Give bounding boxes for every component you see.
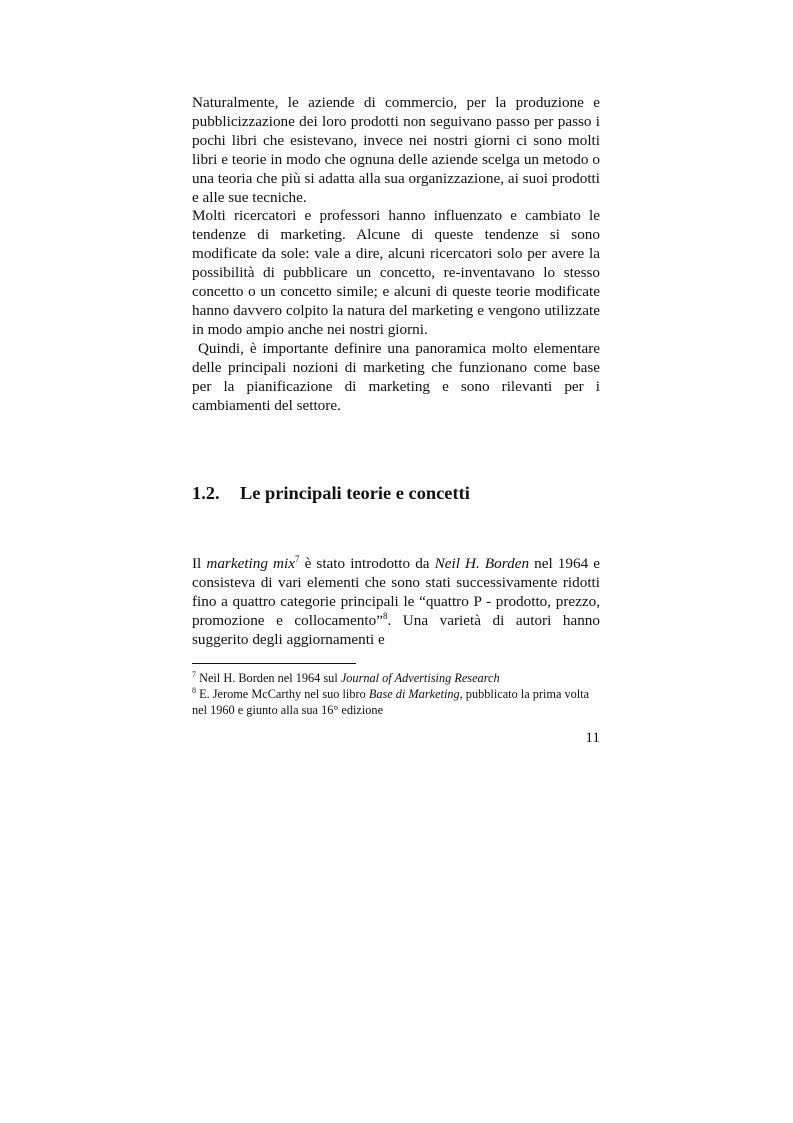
footnote-ref-7[interactable]: 7 (294, 554, 300, 564)
body-text-bottom (192, 555, 600, 650)
paragraph-aziende: Naturalmente, le aziende di commercio, per la produzione e pubblicizzazione dei loro prodotti non seguivano passo per passo i pochi libri che esistevano, invece nei nostri giorni ci sono molti libri e teorie in modo che ognuna delle aziende scelga un metodo o una teoria che più si adatta alla sua organizzazione, ai suoi prodotti e alle sue tecniche. (192, 94, 600, 206)
author-name: Neil H. Borden (434, 555, 530, 572)
journal-title: Journal of Advertising Research (340, 671, 500, 685)
text-run: . Una varietà di autori hanno suggerito degli aggiornamenti e (192, 611, 600, 648)
paragraph-marketing-mix (192, 555, 600, 650)
text-run: Il (192, 555, 207, 572)
footnote-text: Neil H. Borden nel 1964 sul (196, 671, 341, 685)
body-text-top (192, 94, 604, 415)
section-title: Le principali teorie e concetti (240, 483, 470, 503)
footnote-8 (192, 686, 592, 718)
text-run: nel 1964 e consisteva di vari elementi che sono stati successivamente ridotti fino a quattro categorie principali le “quattro P - prodotto, prezzo, promozione e collocamento” (192, 555, 600, 629)
section-heading (192, 483, 470, 504)
footnote-text: E. Jerome McCarthy nel suo libro (196, 687, 369, 701)
book-title: Base di Marketing, (368, 687, 463, 701)
footnote-7 (192, 670, 592, 686)
paragraph-quindi: Quindi, è importante definire una panoramica molto elementare delle principali nozioni di marketing che funzionano come base per la pianificazione di marketing e sono rilevanti per i cambiamenti del settore. (192, 339, 604, 414)
text-run: è stato introdotto da (299, 555, 435, 572)
footnotes (192, 670, 592, 718)
term-marketing-mix: marketing mix (206, 555, 295, 572)
footnote-marker: 7 (192, 670, 196, 679)
footnote-ref-8[interactable]: 8 (382, 610, 388, 621)
page-number: 11 (585, 729, 600, 746)
paragraph-ricercatori: Molti ricercatori e professori hanno influenzato e cambiato le tendenze di marketing. Alcune di queste tendenze si sono modificate da sole: vale a dire, alcuni ricercatori solo per avere la possibilità di pubblicare un concetto, re-inventavano lo stesso concetto o un concetto simile; e alcuni di queste teorie modificate hanno davvero colpito la natura del marketing e vengono utilizzate in modo ampio anche nei nostri giorni. (192, 207, 600, 338)
section-number: 1.2. (192, 483, 220, 503)
footnote-separator (192, 663, 356, 664)
footnote-text: pubblicato la prima volta nel 1960 e giunto alla sua 16° edizione (192, 687, 590, 717)
footnote-marker: 8 (192, 686, 196, 695)
